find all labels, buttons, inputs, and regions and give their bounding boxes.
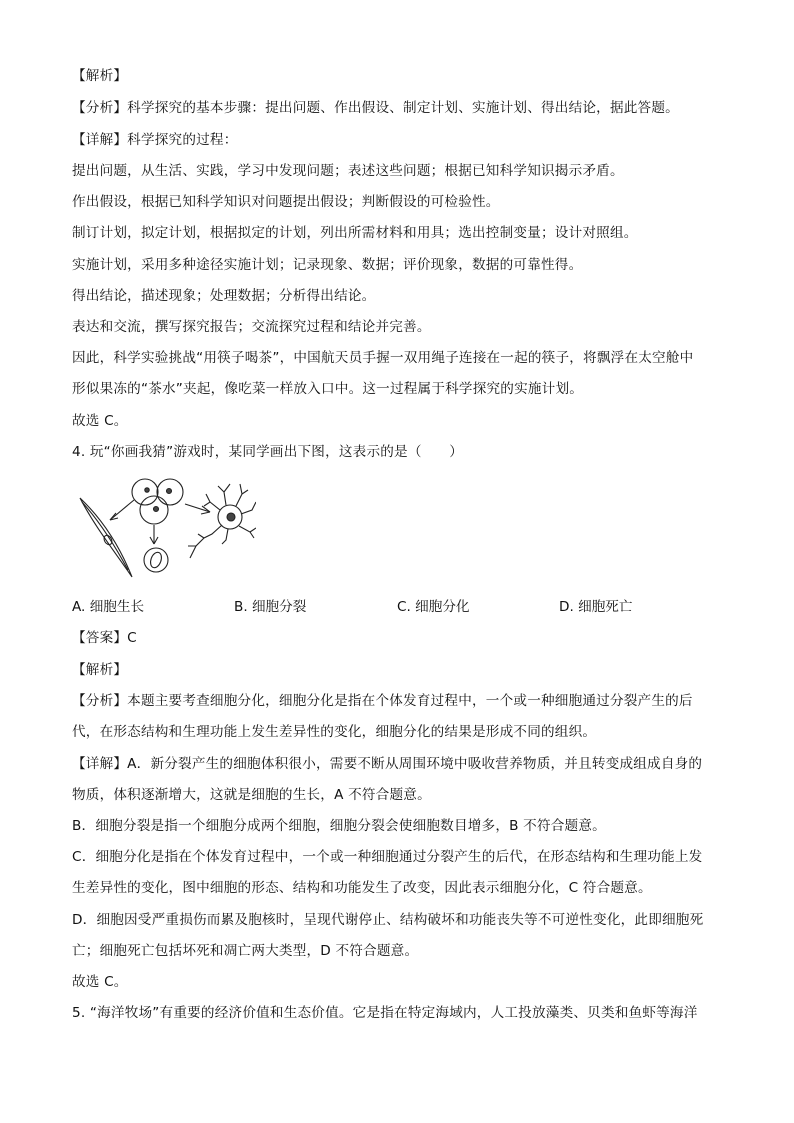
detail-a-line-2: 物质，体积逐渐增大，这就是细胞的生长，A 不符合题意。 <box>72 787 431 803</box>
analysis-line-2: 代，在形态结构和生理功能上发生差异性的变化，细胞分化的结果是形成不同的组织。 <box>72 724 597 740</box>
step-hypothesis: 作出假设，根据已知科学知识对问题提出假设；判断假设的可检验性。 <box>72 194 500 210</box>
answer-line: 【答案】C <box>72 630 137 646</box>
option-c: C. 细胞分化 <box>397 599 470 615</box>
detail-d-line-1: D．细胞因受严重损伤而累及胞核时，呈现代谢停止、结构破坏和功能丧失等不可逆性变化，此即细胞死 <box>72 912 704 928</box>
detail-heading: 【详解】科学探究的过程： <box>72 132 238 148</box>
choice-statement: 故选 C。 <box>72 413 128 429</box>
detail-a-line-1: 【详解】A．新分裂产生的细胞体积很小，需要不断从周围环境中吸收营养物质，并且转变成组成自身的 <box>72 756 703 772</box>
analysis-heading-2: 【解析】 <box>72 662 128 678</box>
step-implement: 实施计划，采用多种途径实施计划；记录现象、数据；评价现象，数据的可靠性得。 <box>72 257 583 273</box>
step-conclude: 得出结论，描述现象；处理数据；分析得出结论。 <box>72 288 376 304</box>
step-communicate: 表达和交流，撰写探究报告；交流探究过程和结论并完善。 <box>72 319 431 335</box>
detail-b: B．细胞分裂是指一个细胞分成两个细胞，细胞分裂会使细胞数目增多，B 不符合题意。 <box>72 818 606 834</box>
step-plan: 制订计划，拟定计划，根据拟定的计划，列出所需材料和用具；选出控制变量；设计对照组。 <box>72 225 638 241</box>
question-4-stem: 4. 玩“你画我猜”游戏时，某同学画出下图，这表示的是（ ） <box>72 444 464 460</box>
question-5-stem: 5. “海洋牧场”有重要的经济价值和生态价值。它是指在特定海域内，人工投放藻类、贝类和鱼虾等海洋 <box>72 1005 698 1021</box>
conclusion-line-2: 形似果冻的“茶水”夹起，像吃菜一样放入口中。这一过程属于科学探究的实施计划。 <box>72 381 584 397</box>
option-b: B. 细胞分裂 <box>234 599 307 615</box>
analysis-line-1: 【分析】本题主要考查细胞分化，细胞分化是指在个体发育过程中，一个或一种细胞通过分裂产生的后 <box>72 693 693 709</box>
choice-statement-2: 故选 C。 <box>72 974 128 990</box>
option-d: D. 细胞死亡 <box>559 599 633 615</box>
detail-c-line-1: C．细胞分化是指在个体发育过程中，一个或一种细胞通过分裂产生的后代，在形态结构和生理功能上发 <box>72 849 703 865</box>
step-ask-question: 提出问题，从生活、实践，学习中发现问题；表述这些问题；根据已知科学知识揭示矛盾。 <box>72 163 624 179</box>
analysis-paragraph: 【分析】科学探究的基本步骤：提出问题、作出假设、制定计划、实施计划、得出结论，据此答题。 <box>72 100 679 116</box>
detail-c-line-2: 生差异性的变化，图中细胞的形态、结构和功能发生了改变，因此表示细胞分化，C 符合题意。 <box>72 880 652 896</box>
analysis-heading: 【解析】 <box>72 68 128 84</box>
detail-d-line-2: 亡；细胞死亡包括坏死和凋亡两大类型，D 不符合题意。 <box>72 943 419 959</box>
conclusion-line-1: 因此，科学实验挑战“用筷子喝茶”，中国航天员手握一双用绳子连接在一起的筷子，将飘浮在太空舱中 <box>72 350 694 366</box>
option-a: A. 细胞生长 <box>72 599 145 615</box>
cell-differentiation-figure <box>70 472 256 584</box>
